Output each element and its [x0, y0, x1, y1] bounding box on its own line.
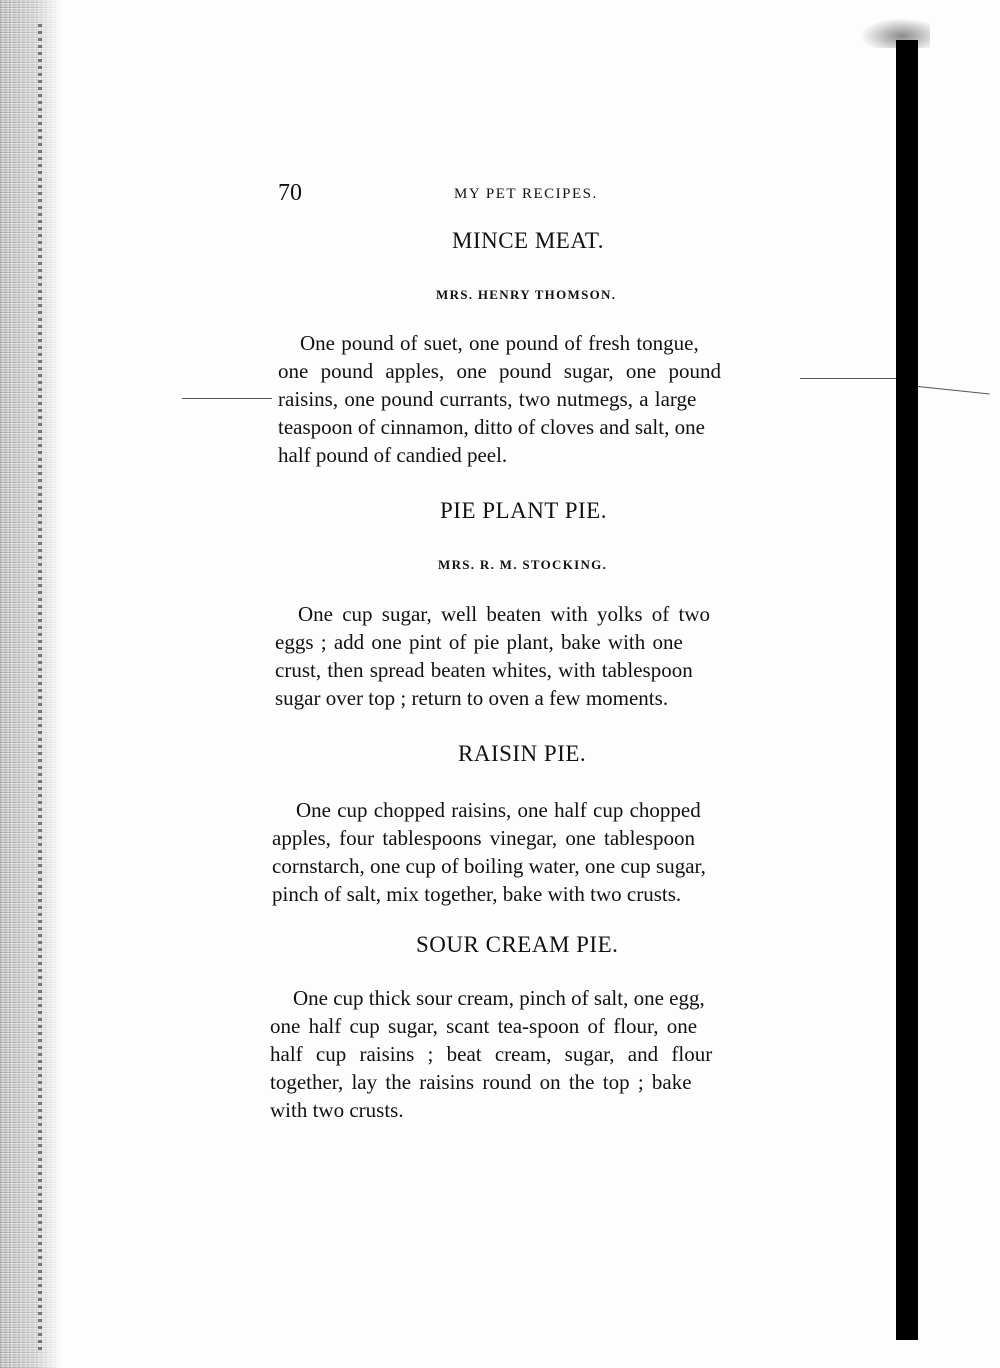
- recipe-text-line: one half cup sugar, scant tea-spoon of flour, one: [270, 1014, 698, 1038]
- scan-left-edge-shadow: [38, 20, 42, 1350]
- recipe-text-line: one pound apples, one pound sugar, one pound: [278, 359, 722, 383]
- scan-binding-bar: [896, 40, 918, 1340]
- recipe-text-line: pinch of salt, mix together, bake with two crusts.: [272, 882, 682, 906]
- recipe-author: MRS. HENRY THOMSON.: [436, 287, 617, 302]
- recipe-title: SOUR CREAM PIE.: [416, 932, 619, 957]
- page-header: [278, 180, 798, 210]
- recipe-text-line: crust, then spread beaten whites, with tablespoon: [275, 658, 693, 682]
- recipe-text-line: with two crusts.: [270, 1098, 404, 1122]
- recipe-text-line: apples, four tablespoons vinegar, one tablespoon: [272, 826, 695, 850]
- recipe-text-line: raisins, one pound currants, two nutmegs, a large: [278, 387, 697, 411]
- recipe-text-line: sugar over top ; return to oven a few moments.: [275, 686, 669, 710]
- recipe-text-line: together, lay the raisins round on the top ; bake: [270, 1070, 692, 1094]
- recipe-text-line: teaspoon of cinnamon, ditto of cloves and salt, one: [278, 415, 705, 439]
- scan-corner-smudge: [860, 18, 930, 48]
- recipe-title: MINCE MEAT.: [452, 228, 605, 253]
- recipe-text-line: eggs ; add one pint of pie plant, bake with one: [275, 630, 683, 654]
- stray-pencil-line: [800, 378, 896, 379]
- recipe-text-line: One pound of suet, one pound of fresh tongue,: [300, 331, 699, 355]
- recipe-title: PIE PLANT PIE.: [440, 498, 607, 523]
- page-number: 70: [278, 180, 302, 206]
- recipe-text-line: half pound of candied peel.: [278, 443, 508, 467]
- scan-left-edge: [0, 0, 62, 1368]
- stray-pencil-line: [918, 386, 990, 395]
- recipe-text-line: One cup sugar, well beaten with yolks of two: [298, 602, 710, 626]
- recipe-text-line: One cup thick sour cream, pinch of salt, one egg,: [293, 986, 705, 1010]
- running-head: MY PET RECIPES.: [454, 186, 598, 202]
- recipe-text-line: half cup raisins ; beat cream, sugar, and flour: [270, 1042, 713, 1066]
- recipe-author: MRS. R. M. STOCKING.: [438, 557, 608, 572]
- recipe-text-line: cornstarch, one cup of boiling water, one cup sugar,: [272, 854, 706, 878]
- recipe-text-line: One cup chopped raisins, one half cup chopped: [296, 798, 701, 822]
- recipe-title: RAISIN PIE.: [458, 741, 587, 766]
- stray-pencil-line: [182, 398, 272, 399]
